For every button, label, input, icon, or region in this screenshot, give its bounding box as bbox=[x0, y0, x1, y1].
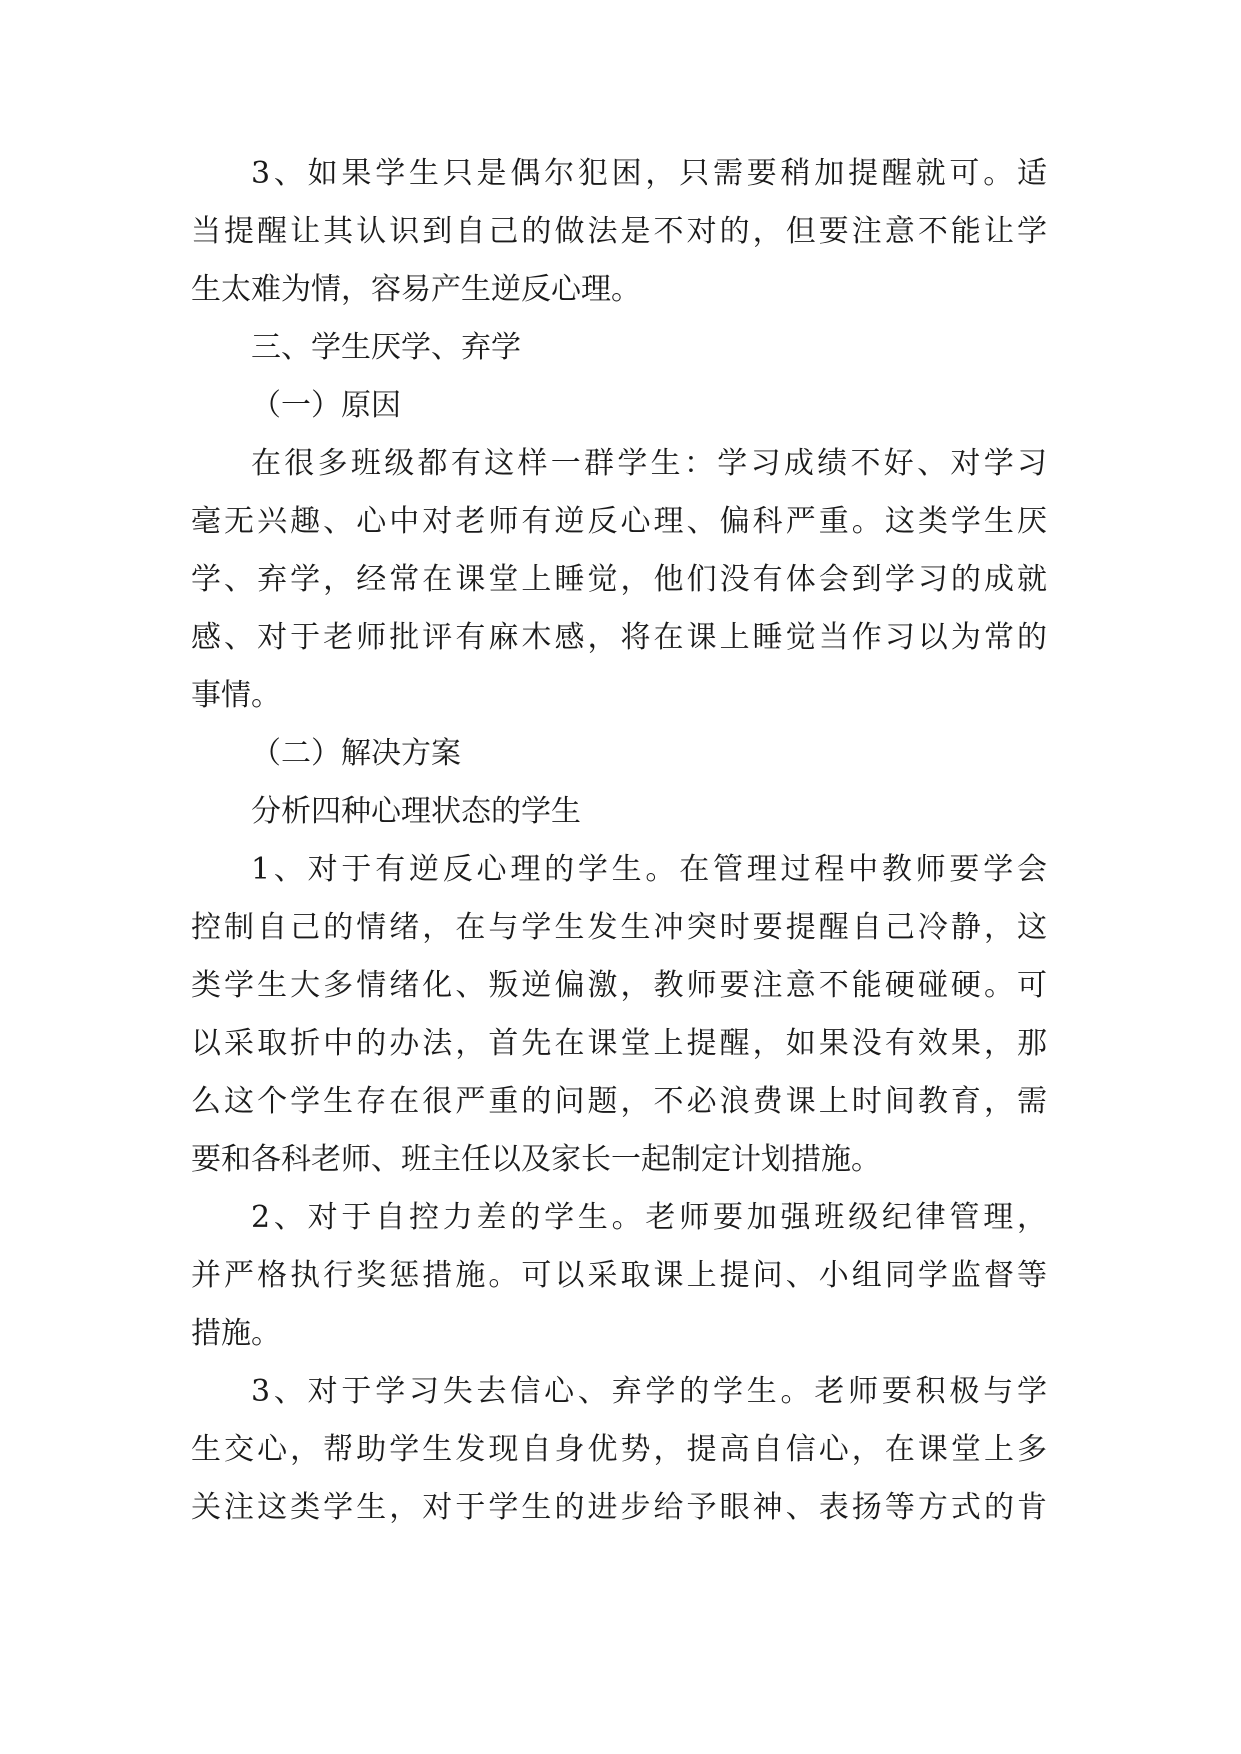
text-line: 分析四种心理状态的学生 bbox=[251, 794, 581, 829]
text-line: 类学生大多情绪化、叛逆偏激，教师要注意不能硬碰硬。可 bbox=[191, 968, 1047, 1003]
text-line: 学、弃学，经常在课堂上睡觉，他们没有体会到学习的成就 bbox=[191, 562, 1047, 597]
text-line: 2、对于自控力差的学生。老师要加强班级纪律管理， bbox=[251, 1200, 1047, 1235]
text-line: 当提醒让其认识到自己的做法是不对的，但要注意不能让学 bbox=[191, 214, 1047, 249]
subsection-heading: （一）原因 bbox=[251, 388, 401, 423]
text-line: 么这个学生存在很严重的问题，不必浪费课上时间教育，需 bbox=[191, 1084, 1047, 1119]
text-line: 3、对于学习失去信心、弃学的学生。老师要积极与学 bbox=[251, 1374, 1047, 1409]
text-line: 并严格执行奖惩措施。可以采取课上提问、小组同学监督等 bbox=[191, 1258, 1047, 1293]
text-line: 生交心，帮助学生发现自身优势，提高自信心，在课堂上多 bbox=[191, 1432, 1047, 1467]
text-line: 要和各科老师、班主任以及家长一起制定计划措施。 bbox=[191, 1142, 881, 1177]
text-line: 3、如果学生只是偶尔犯困，只需要稍加提醒就可。适 bbox=[251, 156, 1047, 191]
text-line: 1、对于有逆反心理的学生。在管理过程中教师要学会 bbox=[251, 852, 1047, 887]
text-line: 事情。 bbox=[191, 678, 281, 713]
text-line: 关注这类学生，对于学生的进步给予眼神、表扬等方式的肯 bbox=[191, 1490, 1047, 1525]
text-line: 以采取折中的办法，首先在课堂上提醒，如果没有效果，那 bbox=[191, 1026, 1047, 1061]
text-line: 在很多班级都有这样一群学生：学习成绩不好、对学习 bbox=[251, 446, 1047, 481]
text-line: 毫无兴趣、心中对老师有逆反心理、偏科严重。这类学生厌 bbox=[191, 504, 1047, 539]
text-line: 控制自己的情绪，在与学生发生冲突时要提醒自己冷静，这 bbox=[191, 910, 1047, 945]
section-heading: 三、学生厌学、弃学 bbox=[251, 330, 521, 365]
subsection-heading: （二）解决方案 bbox=[251, 736, 461, 771]
text-line: 感、对于老师批评有麻木感，将在课上睡觉当作习以为常的 bbox=[191, 620, 1047, 655]
text-line: 生太难为情，容易产生逆反心理。 bbox=[191, 272, 641, 307]
text-line: 措施。 bbox=[191, 1316, 281, 1351]
